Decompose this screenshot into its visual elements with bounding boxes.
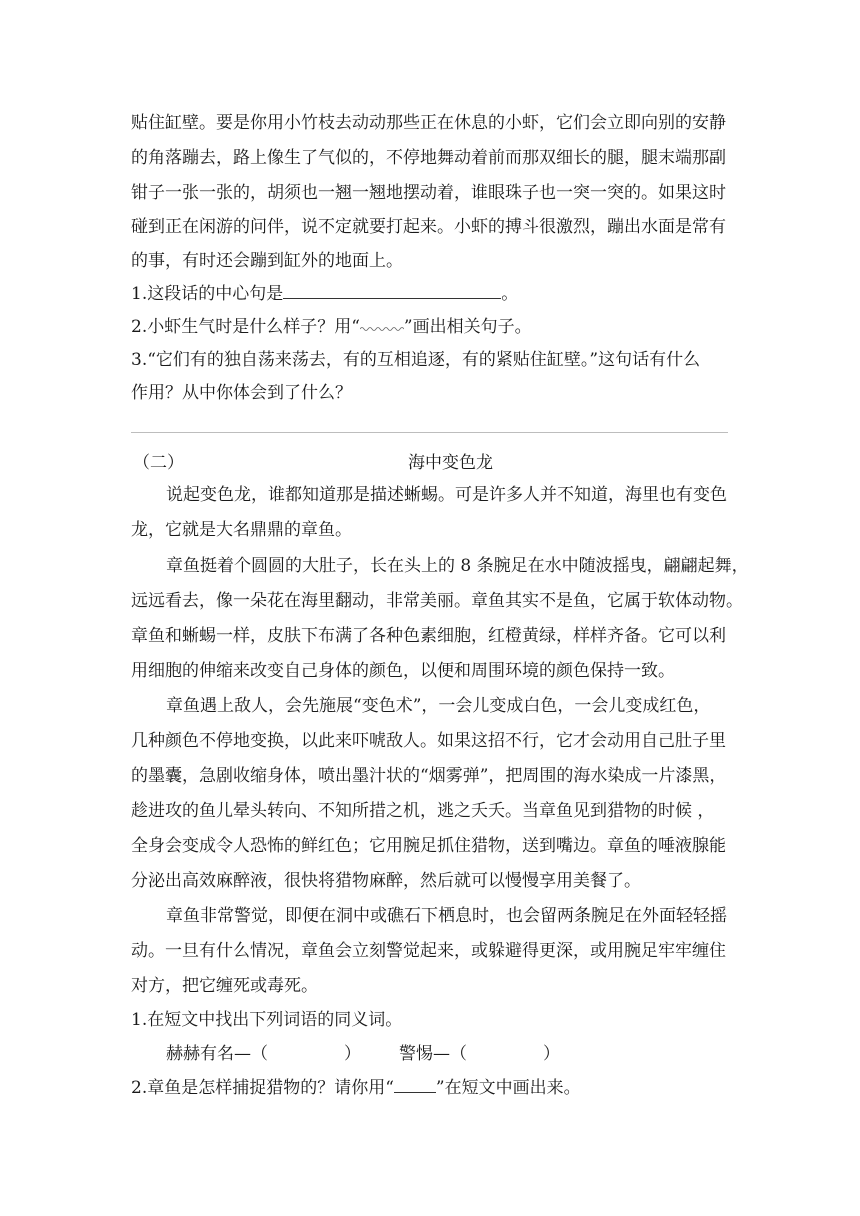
question-1-end: 。 — [501, 284, 519, 304]
section-divider — [131, 432, 728, 433]
question-2 — [131, 317, 532, 337]
passage-line: 动。一旦有什么情况，章鱼会立刻警觉起来，或躲避得更深，或用腕足牢牢缠住 — [131, 941, 726, 961]
answer-blank[interactable] — [283, 284, 501, 299]
passage-line: 龙，它就是大名鼎鼎的章鱼。 — [131, 520, 352, 540]
passage-line: 的事，有时还会蹦到缸外的地面上。 — [131, 251, 403, 271]
passage-line: 远远看去，像一朵花在海里翻动，非常美丽。章鱼其实不是鱼，它属于软体动物。 — [131, 591, 743, 611]
wavy-underline-icon — [360, 322, 404, 332]
synonym-question — [166, 1044, 560, 1064]
passage-line: 全身会变成令人恐怖的鲜红色；它用腕足抓住猎物，送到嘴边。章鱼的唾液腺能 — [131, 836, 726, 856]
paren-close: ） — [344, 1044, 361, 1064]
passage-line: 章鱼非常警觉，即便在洞中或礁石下栖息时，也会留两条腕足在外面轻轻摇 — [166, 906, 727, 926]
passage-line: 几种颜色不停地变换，以此来吓唬敌人。如果这招不行，它才会动用自己肚子里 — [131, 731, 726, 751]
paren-close: ） — [543, 1044, 560, 1064]
passage-line: 章鱼挺着个圆圆的大肚子，长在头上的 8 条腕足在水中随波摇曳，翩翩起舞， — [166, 556, 749, 576]
passage-title: 海中变色龙 — [408, 453, 493, 473]
passage-line: 章鱼和蜥蜴一样，皮肤下布满了各种色素细胞，红橙黄绿，样样齐备。它可以利 — [131, 626, 726, 646]
question-3-line-1: 3.“它们有的独自荡来荡去，有的互相追逐，有的紧贴住缸壁。”这句话有什么 — [131, 350, 701, 370]
passage-line: 对方，把它缠死或毒死。 — [131, 976, 318, 996]
passage-line: 贴住缸壁。要是你用小竹枝去动动那些正在休息的小虾，它们会立即向别的安静 — [131, 113, 726, 133]
question-2-end: ”在短文中画出来。 — [435, 1078, 581, 1098]
synonym-word-2: 警惕—（ — [399, 1044, 467, 1064]
passage-line: 说起变色龙，谁都知道那是描述蜥蜴。可是许多人并不知道，海里也有变色 — [166, 485, 727, 505]
passage-line: 的墨囊，急剧收缩身体，喷出墨汁状的“烟雾弹”，把周围的海水染成一片漆黑， — [131, 766, 727, 786]
straight-underline-icon — [394, 1078, 436, 1093]
passage-line: 趁进攻的鱼儿晕头转向、不知所措之机，逃之夭夭。当章鱼见到猎物的时候 ， — [131, 801, 715, 821]
passage-line: 碰到正在闲游的问伴，说不定就要打起来。小虾的搏斗很激烈，蹦出水面是常有 — [131, 217, 726, 237]
question-1: 1.在短文中找出下列词语的同义词。 — [131, 1010, 403, 1030]
passage-line: 分泌出高效麻醉液，很快将猎物麻醉，然后就可以慢慢享用美餐了。 — [131, 871, 641, 891]
passage-line: 钳子一张一张的，胡须也一翘一翘地摆动着，谁眼珠子也一突一突的。如果这时 — [131, 183, 726, 203]
passage-line: 章鱼遇上敌人，会先施展“变色术”，一会儿变成白色，一会儿变成红色， — [166, 696, 711, 716]
question-2-text: 2.章鱼是怎样捕捉猎物的？请你用“ — [131, 1078, 394, 1098]
question-2-end: ”画出相关句子。 — [403, 317, 532, 337]
passage-line: 用细胞的伸缩来改变自己身体的颜色，以便和周围环境的颜色保持一致。 — [131, 661, 675, 681]
synonym-word-1: 赫赫有名—（ — [166, 1044, 268, 1064]
passage-line: 的角落蹦去，路上像生了气似的，不停地舞动着前而那双细长的腿，腿末端那副 — [131, 148, 726, 168]
question-1 — [131, 284, 518, 304]
question-3-line-2: 作用？从中你体会到了什么？ — [131, 383, 352, 403]
section-label: （二） — [133, 453, 184, 473]
question-1-text: 1.这段话的中心句是 — [131, 284, 284, 304]
question-2-text: 2.小虾生气时是什么样子？用“ — [131, 317, 360, 337]
question-2 — [131, 1078, 581, 1098]
